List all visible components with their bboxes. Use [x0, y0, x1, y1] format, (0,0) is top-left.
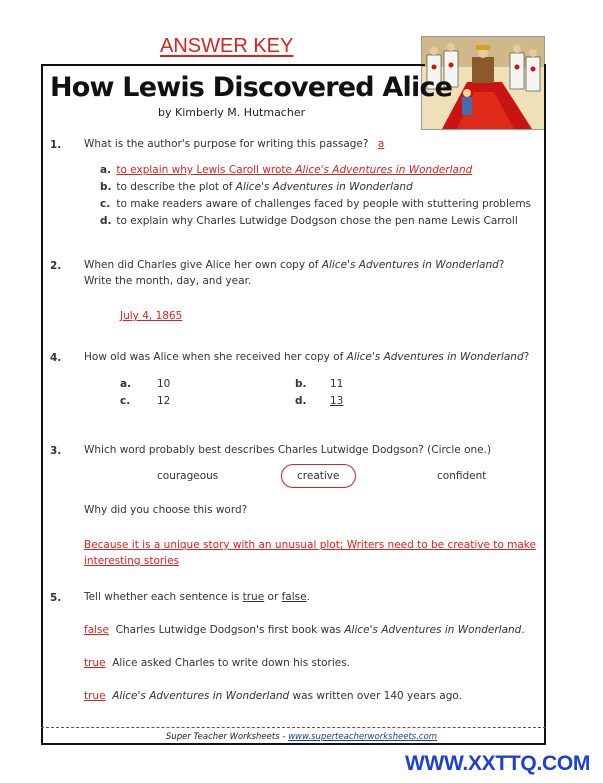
q3-choice-d-letter: d.	[295, 395, 307, 407]
q3-question	[84, 349, 529, 365]
q1-option-c	[100, 198, 531, 210]
footer	[0, 732, 603, 742]
q3-choice-d-answer: 13	[330, 395, 344, 407]
q1-option-a-text: to explain why Lewis Caroll wrote Alice's Adventures in Wonderland	[116, 164, 473, 176]
q2-question	[84, 257, 504, 289]
footer-link[interactable]: www.superteacherworksheets.com	[288, 732, 438, 742]
q5-item-3-mark: true	[84, 690, 106, 702]
q1-option-d	[100, 215, 518, 227]
q1-option-b-text: to describe the plot of	[116, 181, 236, 193]
answer-key-heading: ANSWER KEY	[160, 35, 294, 57]
q5-item-2	[84, 655, 350, 671]
q1-answer: a	[377, 138, 385, 150]
q5-instr-or: or	[264, 591, 282, 603]
q2-answer: July 4, 1865	[120, 310, 183, 322]
q5-number: 5.	[50, 592, 62, 604]
q2-title: Alice's Adventures in Wonderland	[321, 259, 499, 271]
q5-instructions	[84, 589, 310, 605]
q5-item-2-mark: true	[84, 657, 106, 669]
q5-item-1-punct: .	[521, 624, 525, 636]
q5-instr-punct: .	[306, 591, 310, 603]
q2-line2: Write the month, day, and year.	[84, 275, 252, 287]
q2-number: 2.	[50, 260, 62, 272]
page-title: How Lewis Discovered Alice	[50, 72, 453, 103]
watermark: WWW.XXTTQ.COM	[405, 752, 591, 775]
q2-text: When did Charles give Alice her own copy of	[84, 259, 322, 271]
q5-item-2-text: Alice asked Charles to write down his stories.	[112, 657, 351, 669]
q5-item-3-title: Alice's Adventures in Wonderland	[112, 690, 290, 702]
q3-number: 4.	[50, 352, 62, 364]
q4-answer-line2: interesting stories	[84, 555, 180, 567]
q4-word-confident: confident	[437, 470, 487, 482]
q1-number: 1.	[50, 139, 62, 151]
q5-instr-false: false	[281, 591, 307, 603]
q3-text: How old was Alice when she received her copy of	[84, 351, 347, 363]
q1-question	[84, 136, 384, 152]
q3-choice-c-letter: c.	[120, 395, 131, 407]
q5-item-1-text: Charles Lutwidge Dodgson's first book was	[115, 624, 345, 636]
q4-word-courageous: courageous	[157, 470, 219, 482]
q5-item-1-mark: false	[84, 624, 109, 636]
q4-answer-line1: Because it is a unique story with an unusual plot; Writers need to be creative to make	[84, 539, 536, 551]
q4-why: Why did you choose this word?	[84, 504, 248, 516]
q1-option-b-letter: b.	[100, 181, 112, 193]
q5-item-3-text: was written over 140 years ago.	[289, 690, 462, 702]
q1-option-a	[100, 164, 472, 176]
q1-option-a-letter: a.	[100, 164, 112, 176]
byline: by Kimberly M. Hutmacher	[158, 106, 306, 119]
q5-item-3	[84, 688, 462, 704]
q1-option-d-letter: d.	[100, 215, 112, 227]
q5-item-1-title: Alice's Adventures in Wonderland	[344, 624, 522, 636]
footer-label: Super Teacher Worksheets -	[165, 732, 289, 742]
q1-question-text: What is the author's purpose for writing this passage?	[84, 138, 369, 150]
q1-option-c-letter: c.	[100, 198, 111, 210]
q3-choice-a-letter: a.	[120, 378, 132, 390]
q3-title: Alice's Adventures in Wonderland	[346, 351, 524, 363]
q4-number: 3.	[50, 445, 62, 457]
footer-divider	[41, 727, 546, 728]
q3-punct: ?	[523, 351, 530, 363]
q1-option-b-title: Alice's Adventures in Wonderland	[235, 181, 413, 193]
q5-instr-text: Tell whether each sentence is	[84, 591, 243, 603]
q2-punct: ?	[498, 259, 505, 271]
q3-choice-b-value: 11	[330, 378, 344, 390]
q3-choice-c-value: 12	[157, 395, 171, 407]
q3-choice-a-value: 10	[157, 378, 171, 390]
q4-question: Which word probably best describes Charles Lutwidge Dodgson? (Circle one.)	[84, 444, 492, 456]
q4-word-creative: creative	[297, 470, 340, 482]
q1-option-d-text: to explain why Charles Lutwidge Dodgson chose the pen name Lewis Carroll	[116, 215, 518, 227]
q1-option-c-text: to make readers aware of challenges faced by people with stuttering problems	[116, 198, 532, 210]
q5-instr-true: true	[242, 591, 265, 603]
q3-choice-b-letter: b.	[295, 378, 307, 390]
q5-item-1	[84, 622, 525, 638]
q1-option-b	[100, 181, 413, 193]
